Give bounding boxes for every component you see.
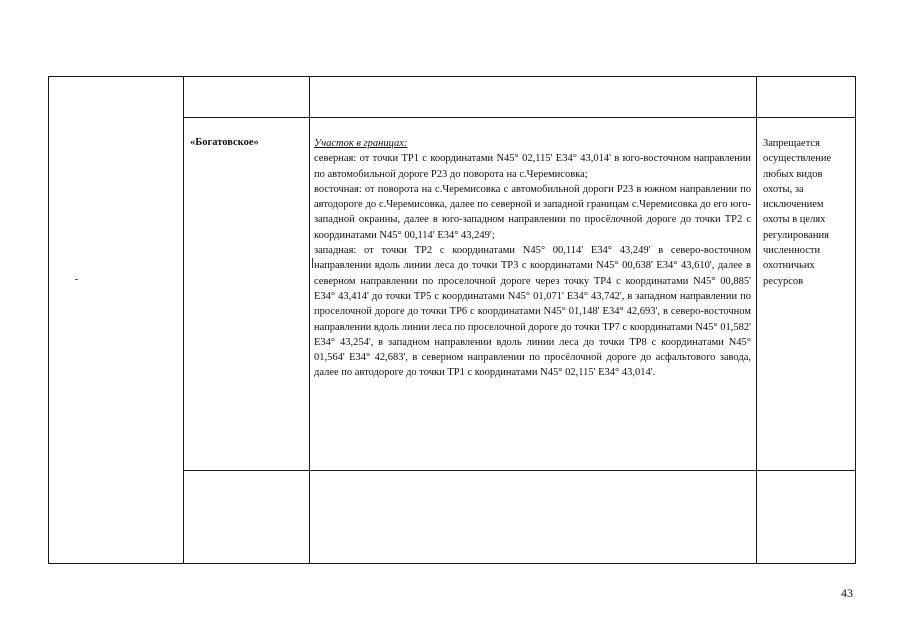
table-top-border xyxy=(48,76,855,77)
restriction-line: регулирования xyxy=(763,229,829,241)
page-number: 43 xyxy=(841,586,853,600)
restriction-line: любых видов xyxy=(763,168,823,180)
north-boundary: северная: от точки ТР1 с координатами N45° 02,115' Е34° 43,014' в юго-восточном направлении по автомобильной дороге Р23 до поворота на с.Черемисовка; xyxy=(314,153,751,180)
restriction-line: ресурсов xyxy=(763,275,804,287)
east-boundary: восточная: от поворота на с.Черемисовка с автомобильной дороги Р23 в южном направлении по автодороге до с.Черемисовка, далее по северной и западной границам с.Черемисовка до его юго-западной окраины, далее в юго-западном направлении по просёлочной дороге до точки ТР2 с координатами N45° 00,114' Е34° 43,249'; xyxy=(314,183,751,241)
restriction-line: Запрещается xyxy=(763,138,820,149)
margin-mark xyxy=(75,279,78,280)
hunting-area-name: «Богатовское» xyxy=(190,137,259,148)
column-divider-2 xyxy=(309,76,310,564)
boundary-heading: Участок в границах: xyxy=(314,138,408,149)
restriction-line: осуществление xyxy=(763,153,832,165)
restriction-line: численности xyxy=(763,245,821,257)
restriction-line: охоты в целях xyxy=(763,214,826,226)
restriction-line: охоты, за xyxy=(763,183,804,195)
column-divider-3 xyxy=(756,76,757,564)
scan-mark xyxy=(312,258,313,268)
column-divider-1 xyxy=(183,76,184,564)
hunting-restriction xyxy=(763,136,851,289)
boundary-description xyxy=(314,136,751,381)
restriction-line: исключением xyxy=(763,199,824,211)
table-right-border xyxy=(855,76,856,564)
restriction-line: охотничьих xyxy=(763,260,815,272)
west-boundary: западная: от точки ТР2 с координатами N45° 00,114' Е34° 43,249' в северо-восточном направлении вдоль линии леса до точки ТР3 с координатами N45° 00,638' Е34° 43,610', далее в северном направлении по проселочной дороге через точку ТР4 с координатами N45° 00,885' Е34° 43,414' до точки ТР5 с координатами N45° 01,071' Е34° 43,742', в западном направлении по проселочной дороге до точки ТР6 с координатами N45° 01,148' Е34° 42,693', в северо-восточном направлении вдоль линии леса по проселочной дороге до точки ТР7 с координатами N45° 01,582' Е34° 43,254', в западном направлении вдоль линии леса до точки ТР8 с координатами N45° 01,564' Е34° 42,683', в северном направлении по просёлочной дороге до асфальтового завода, далее по автодороге до точки ТР1 с координатами N45° 02,115' Е34° 43,014'. xyxy=(314,245,751,379)
table-bottom-border xyxy=(48,563,855,564)
row-divider-1 xyxy=(183,117,855,118)
table-left-border xyxy=(48,76,49,564)
row-divider-2 xyxy=(183,470,855,471)
